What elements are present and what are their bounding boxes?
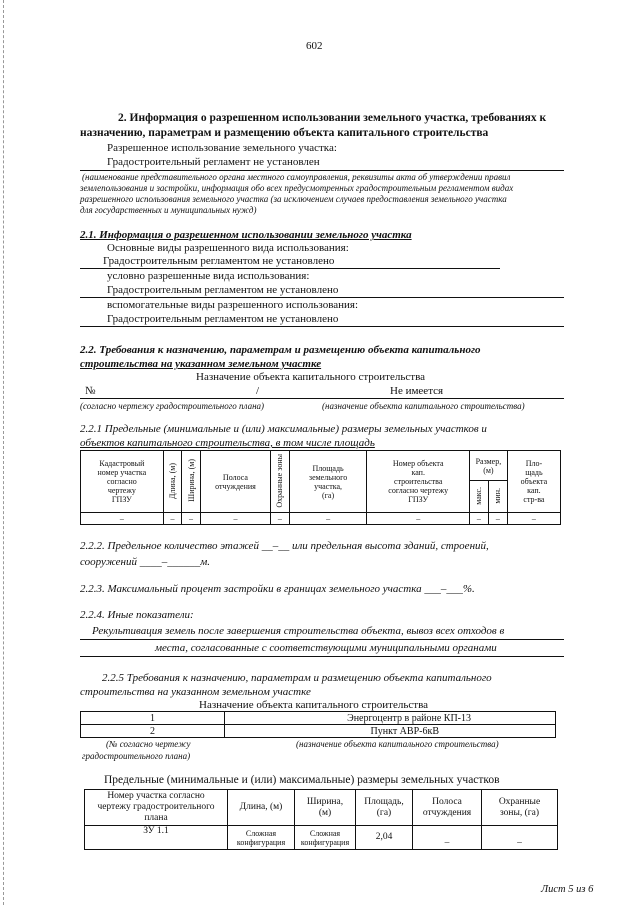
s224-heading: 2.2.4. Иные показатели: (80, 609, 194, 621)
header-area: Площадь земельного участка, (га) (289, 451, 367, 513)
header-width: Ширина, (м) (182, 451, 201, 513)
s225-caption-right: (назначение объекта капитального строительства) (296, 739, 499, 749)
limits-cell-number: ЗУ 1.1 (85, 826, 228, 850)
header-max: макс. (469, 481, 488, 513)
s225-caption-left-line1: (№ согласно чертежу (106, 739, 191, 749)
s21-heading: 2.1. Информация о разрешенном использовании земельного участка (80, 229, 412, 241)
s223-text: 2.2.3. Максимальный процент застройки в границах земельного участка ___–___%. (80, 583, 475, 595)
section2-note-line: разрешенного использования земельного участка (за исключением случаев предоставления земельного участка (80, 194, 507, 204)
caption-left: (согласно чертежу градостроительного плана) (80, 401, 265, 411)
purpose-row-value: Пункт АВР-6кВ (225, 725, 556, 738)
section2-note-line: для государственных и муниципальных нужд) (80, 205, 257, 215)
permitted-use-label: Разрешенное использование земельного участка: (107, 142, 337, 154)
table-cell: – (163, 513, 182, 525)
limits-cell-protected: – (482, 826, 558, 850)
header-strip: Полоса отчуждения (200, 451, 270, 513)
limits-header-number: Номер участка согласно чертежу градостроительного плана (85, 790, 228, 826)
header-object-number: Номер объекта кап. строительства согласно чертежу ГПЗУ (367, 451, 470, 513)
auxiliary-uses-label: вспомогательные виды разрешенного использования: (107, 299, 359, 311)
divider (80, 639, 564, 640)
number-label: № (85, 385, 96, 397)
limits-header-strip: Полоса отчуждения (413, 790, 482, 826)
caption-right: (назначение объекта капитального строительства) (322, 401, 525, 411)
main-uses-value: Градостроительным регламентом не установлено (103, 255, 335, 267)
main-uses-label: Основные виды разрешенного вида использования: (107, 242, 349, 254)
section2-heading-line2: назначению, параметрам и размещению объекта капитального строительства (80, 127, 489, 139)
table-cell: – (200, 513, 270, 525)
divider (80, 398, 564, 399)
table-cell: – (367, 513, 470, 525)
limits-header-width: Ширина, (м) (295, 790, 356, 826)
header-cadastral: Кадастровый номер участка согласно чертежу ГПЗУ (81, 451, 164, 513)
limits-cell-width: Сложная конфигурация (295, 826, 356, 850)
limits-cell-length: Сложная конфигурация (228, 826, 295, 850)
header-length: Длина, (м) (163, 451, 182, 513)
table-cell: – (488, 513, 507, 525)
header-min: мин. (488, 481, 507, 513)
divider (80, 297, 564, 298)
s225-heading-line2: строительства на указанном земельном участке (80, 686, 311, 698)
section2-note-line: (наименование представительного органа местного самоуправления, реквизиты акта об утверждении правил (82, 172, 511, 182)
sizes-table (80, 450, 561, 525)
auxiliary-uses-value: Градостроительным регламентом не установлено (107, 313, 339, 325)
header-size: Размер, (м) (469, 451, 507, 481)
limits-title: Предельные (минимальные и (или) максимальные) размеры земельных участков (104, 774, 500, 786)
table-cell: – (469, 513, 488, 525)
s221-heading-line1: 2.2.1 Предельные (минимальные и (или) максимальные) размеры земельных участков и (80, 423, 487, 435)
purpose-table (80, 711, 556, 738)
purpose-row-number: 1 (81, 712, 225, 725)
limits-header-protected: Охранные зоны, (га) (482, 790, 558, 826)
limits-table (84, 789, 558, 850)
s22-heading-line1: 2.2. Требования к назначению, параметрам и размещению объекта капитального (80, 344, 481, 356)
scan-edge (3, 0, 4, 905)
page-number: 602 (306, 40, 323, 52)
table-cell: – (81, 513, 164, 525)
purpose-title: Назначение объекта капитального строительства (196, 371, 426, 383)
s225-heading-line1: 2.2.5 Требования к назначению, параметрам и размещению объекта капитального (102, 672, 492, 684)
table-cell: – (271, 513, 290, 525)
s222-line1: 2.2.2. Предельное количество этажей __–__ или предельная высота зданий, строений, (80, 540, 489, 552)
purpose-value: Не имеется (390, 385, 444, 397)
table-cell: – (289, 513, 367, 525)
limits-header-length: Длина, (м) (228, 790, 295, 826)
divider (80, 170, 564, 171)
section2-note-line: землепользования и застройки, информация обо всех предусмотренных градостроительным регламентом видах (80, 183, 514, 193)
table-cell: – (182, 513, 201, 525)
slash: / (256, 385, 260, 397)
header-object-area: Пло- щадь объекта кап. стр-ва (507, 451, 560, 513)
divider (80, 268, 500, 269)
s222-line2: сооружений ____–______м. (80, 556, 211, 568)
table-cell: – (507, 513, 560, 525)
s225-caption-left-line2: градостроительного плана) (82, 751, 191, 761)
s221-heading-line2: объектов капитального строительства, в том числе площадь (80, 437, 375, 449)
s225-title: Назначение объекта капитального строительства (199, 699, 429, 711)
s224-line2: места, согласованные с соответствующими муниципальными органами (155, 642, 497, 654)
limits-cell-strip: – (413, 826, 482, 850)
limits-cell-area: 2,04 (356, 826, 413, 850)
purpose-row-value: Энергоцентр в районе КП-13 (225, 712, 556, 725)
sheet-footer: Лист 5 из 6 (541, 884, 594, 895)
purpose-row-number: 2 (81, 725, 225, 738)
permitted-use-value: Градостроительный регламент не установлен (107, 156, 320, 168)
conditional-uses-label: условно разрешенные вида использования: (107, 270, 310, 282)
divider (80, 326, 564, 327)
s22-heading-line2: строительства на указанном земельном участке (80, 358, 322, 370)
divider (80, 656, 564, 657)
limits-header-area: Площадь, (га) (356, 790, 413, 826)
header-protected: Охранные зоны (271, 451, 290, 513)
s224-line1: Рекультивация земель после завершения строительства объекта, вывоз всех отходов в (92, 625, 505, 637)
section2-heading-line1: 2. Информация о разрешенном использовании земельного участка, требованиях к (118, 112, 547, 124)
conditional-uses-value: Градостроительным регламентом не установлено (107, 284, 339, 296)
